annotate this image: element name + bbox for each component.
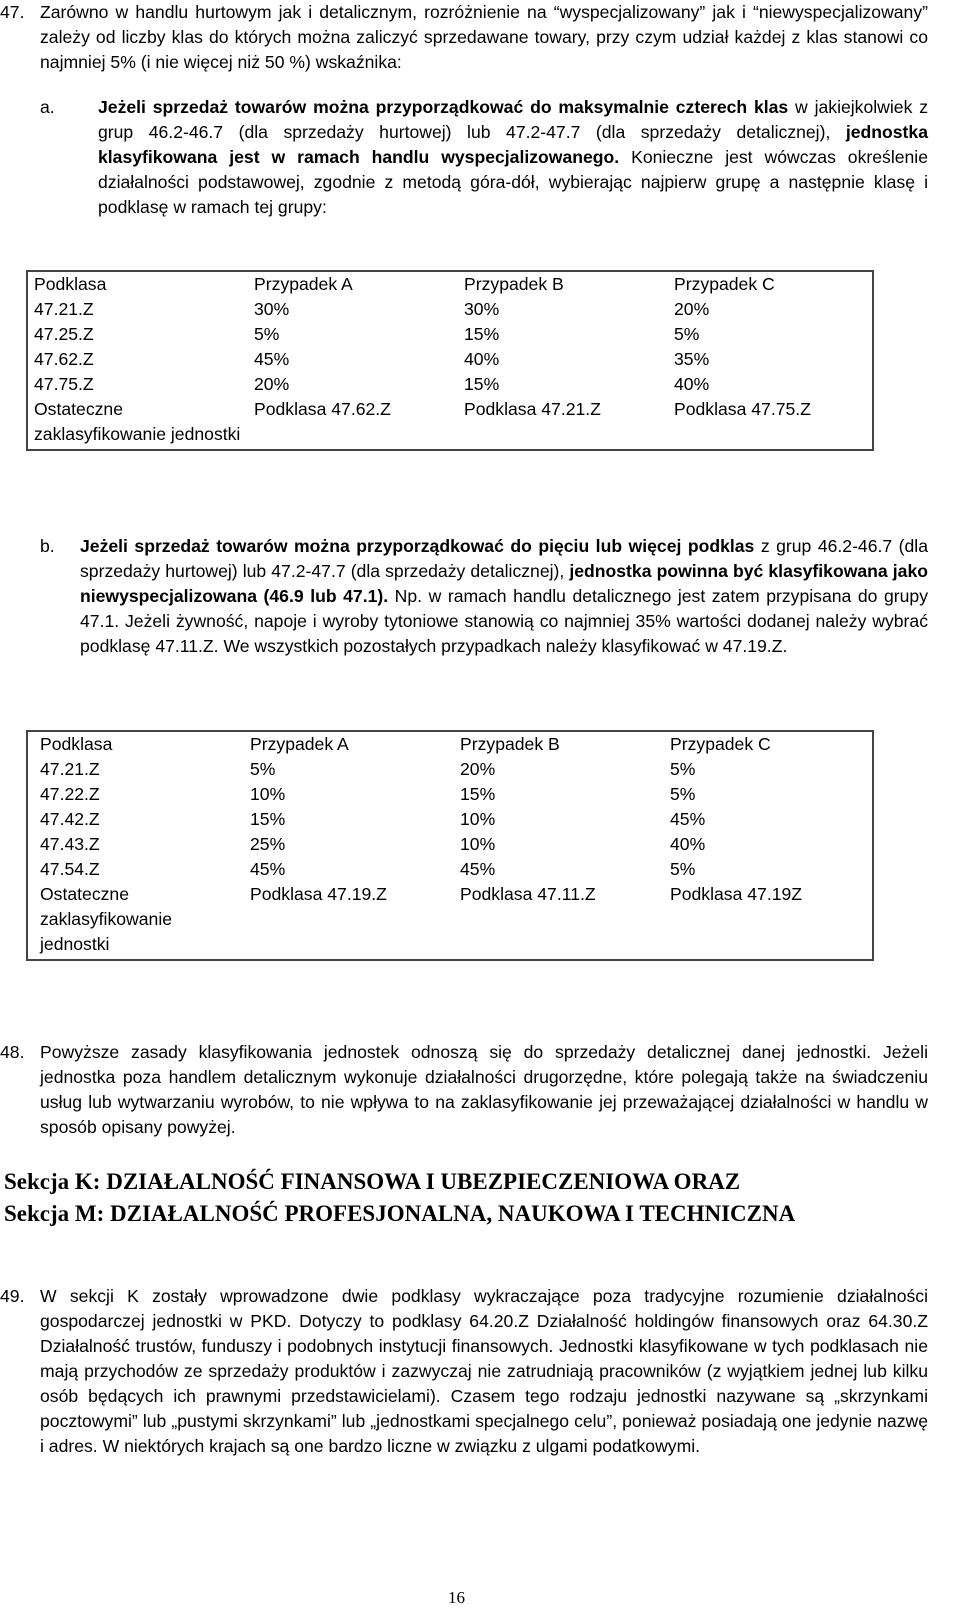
table-row — [27, 782, 873, 807]
cell: 30% — [464, 299, 500, 319]
table-row — [27, 322, 873, 347]
item-b-details: Np. w ramach handlu detalicznego jest zatem przypisana do grupy 47.1. Jeżeli żywność, napoje i wyroby tytoniowe stanowią co najmniej 35% wartości dodanej należy wybrać podklasę 47.11.Z. We wszystkich pozostałych przypadkach należy klasyfikować w 47.19.Z. — [80, 586, 928, 656]
header-cell: Przypadek A — [250, 734, 349, 754]
cell: 40% — [670, 834, 706, 854]
cell: 5% — [670, 759, 696, 779]
table-header-row — [27, 731, 873, 757]
table-row — [27, 297, 873, 322]
table-header-row — [27, 271, 873, 297]
final-cell: Podklasa 47.21.Z — [464, 399, 601, 419]
cell: 5% — [250, 759, 276, 779]
cell: 5% — [670, 859, 696, 879]
item-a-groups: w jakiejkolwiek z grup 46.2-46.7 (dla sprzedaży hurtowej) lub 47.2-47.7 (dla sprzedaży detalicznej), — [98, 97, 928, 142]
final-cell: Podklasa 47.62.Z — [254, 399, 391, 419]
section-heading-k: Sekcja K: DZIAŁALNOŚĆ FINANSOWA I UBEZPIECZENIOWA ORAZ — [4, 1169, 741, 1194]
cell: 47.62.Z — [34, 349, 94, 369]
header-cell: Przypadek C — [670, 734, 771, 754]
cell: 47.25.Z — [34, 324, 94, 344]
header-cell: Przypadek C — [674, 274, 775, 294]
header-cell: Podklasa — [40, 734, 113, 754]
final-cell: Podklasa 47.11.Z — [460, 884, 596, 904]
table-row — [27, 832, 873, 857]
final-cell: Podklasa 47.19.Z — [250, 884, 387, 904]
cell: 47.43.Z — [40, 834, 100, 854]
cell: 20% — [674, 299, 710, 319]
final-label-cell — [27, 882, 244, 960]
cell: 10% — [250, 784, 286, 804]
header-cell: Przypadek B — [460, 734, 560, 754]
table-row — [27, 347, 873, 372]
page-number: 16 — [448, 1588, 465, 1607]
cell: 40% — [464, 349, 500, 369]
header-cell: Przypadek B — [464, 274, 564, 294]
table-row — [27, 372, 873, 397]
paragraph-number: 47. — [0, 2, 25, 22]
item-a-text — [98, 95, 928, 220]
cell: 5% — [670, 784, 696, 804]
item-a-rule: jednostka klasyfikowana jest w ramach handlu wyspecjalizowanego. — [98, 122, 928, 167]
table-case-b — [26, 730, 874, 961]
final-label-cell: Ostateczne zaklasyfikowanie jednostki — [34, 399, 241, 444]
paragraph-48: Powyższe zasady klasyfikowania jednostek odnoszą się do sprzedaży detalicznej danej jednostki. Jeżeli jednostka poza handlem detalicznym wykonuje działalności drugorzędne, które polegają także na świadczeniu usług lub wytwarzaniu wyrobów, to nie wpływa to na zaklasyfikowanie jej przeważającej działalności w handlu w sposób opisany powyżej. — [40, 1042, 928, 1137]
cell: 47.75.Z — [34, 374, 94, 394]
cell: 45% — [670, 809, 706, 829]
cell: 10% — [460, 834, 496, 854]
cell: 10% — [460, 809, 496, 829]
final-cell: Podklasa 47.75.Z — [674, 399, 811, 419]
cell: 30% — [254, 299, 290, 319]
item-a-method: Konieczne jest wówczas określenie działalności podstawowej, zgodnie z metodą góra-dół, wybierając najpierw grupę a następnie klasę i podklasę w ramach tej grupy: — [98, 147, 928, 217]
final-label: Ostateczne zaklasyfikowanie jednostki — [40, 884, 173, 954]
section-heading-m: Sekcja M: DZIAŁALNOŚĆ PROFESJONALNA, NAUKOWA I TECHNICZNA — [4, 1201, 796, 1226]
table-final-row — [27, 397, 873, 450]
item-b-rule: jednostka powinna być klasyfikowana jako niewyspecjalizowana (46.9 lub 47.1). — [80, 561, 928, 606]
cell: 45% — [254, 349, 290, 369]
table-final-row — [27, 882, 873, 960]
item-b-lead: Jeżeli sprzedaż towarów można przyporządkować do pięciu lub więcej podklas — [80, 536, 755, 556]
cell: 45% — [250, 859, 286, 879]
cell: 5% — [674, 324, 700, 344]
header-cell: Przypadek A — [254, 274, 353, 294]
cell: 25% — [250, 834, 286, 854]
paragraph-49: W sekcji K zostały wprowadzone dwie podklasy wykraczające poza tradycyjne rozumienie działalności gospodarczej jednostki w PKD. Dotyczy to podklasy 64.20.Z Działalność holdingów finansowych oraz 64.30.Z Działalność trustów, funduszy i podobnych instytucji finansowych. Jednostki klasyfikowane w tych podklasach nie mają przychodów ze sprzedaży produktów i zazwyczaj nie zatrudniają pracowników (z wyjątkiem jednej lub kilku osób będących ich prawnymi przedstawicielami). Czasem tego rodzaju jednostki nazywane są „skrzynkami pocztowymi” lub „pustymi skrzynkami” lub „jednostkami specjalnego celu”, ponieważ posiadają one jedynie nazwę i adres. W niektórych krajach są one bardzo liczne w związku z ulgami podatkowymi. — [40, 1286, 928, 1456]
table-row — [27, 757, 873, 782]
cell: 20% — [254, 374, 290, 394]
cell: 47.42.Z — [40, 809, 100, 829]
cell: 40% — [674, 374, 710, 394]
paragraph-47: Zarówno w handlu hurtowym jak i detalicznym, rozróżnienie na “wyspecjalizowany” jak i “niewyspecjalizowany” zależy od liczby klas do których można zaliczyć sprzedawane towary, przy czym udział każdej z klas stanowi co najmniej 5% (i nie więcej niż 50 %) wskaźnika: — [40, 2, 928, 72]
paragraph-number: 48. — [0, 1042, 25, 1062]
cell: 20% — [460, 759, 496, 779]
cell: 15% — [250, 809, 286, 829]
table-row — [27, 857, 873, 882]
final-cell: Podklasa 47.19Z — [670, 884, 803, 904]
item-marker-b: b. — [40, 536, 55, 556]
item-b-text — [80, 534, 928, 659]
cell: 15% — [464, 374, 500, 394]
table-row — [27, 807, 873, 832]
cell: 47.21.Z — [40, 759, 100, 779]
cell: 5% — [254, 324, 280, 344]
item-a-lead: Jeżeli sprzedaż towarów można przyporządkować do maksymalnie czterech klas — [98, 97, 789, 117]
cell: 47.22.Z — [40, 784, 100, 804]
cell: 35% — [674, 349, 710, 369]
cell: 47.21.Z — [34, 299, 94, 319]
cell: 45% — [460, 859, 496, 879]
paragraph-number: 49. — [0, 1286, 25, 1306]
cell: 47.54.Z — [40, 859, 100, 879]
cell: 15% — [464, 324, 500, 344]
table-case-a — [26, 270, 874, 451]
item-b-groups: z grup 46.2-46.7 (dla sprzedaży hurtowej) lub 47.2-47.7 (dla sprzedaży detalicznej), — [80, 536, 928, 581]
item-marker-a: a. — [40, 97, 55, 117]
header-cell: Podklasa — [34, 274, 107, 294]
cell: 15% — [460, 784, 496, 804]
